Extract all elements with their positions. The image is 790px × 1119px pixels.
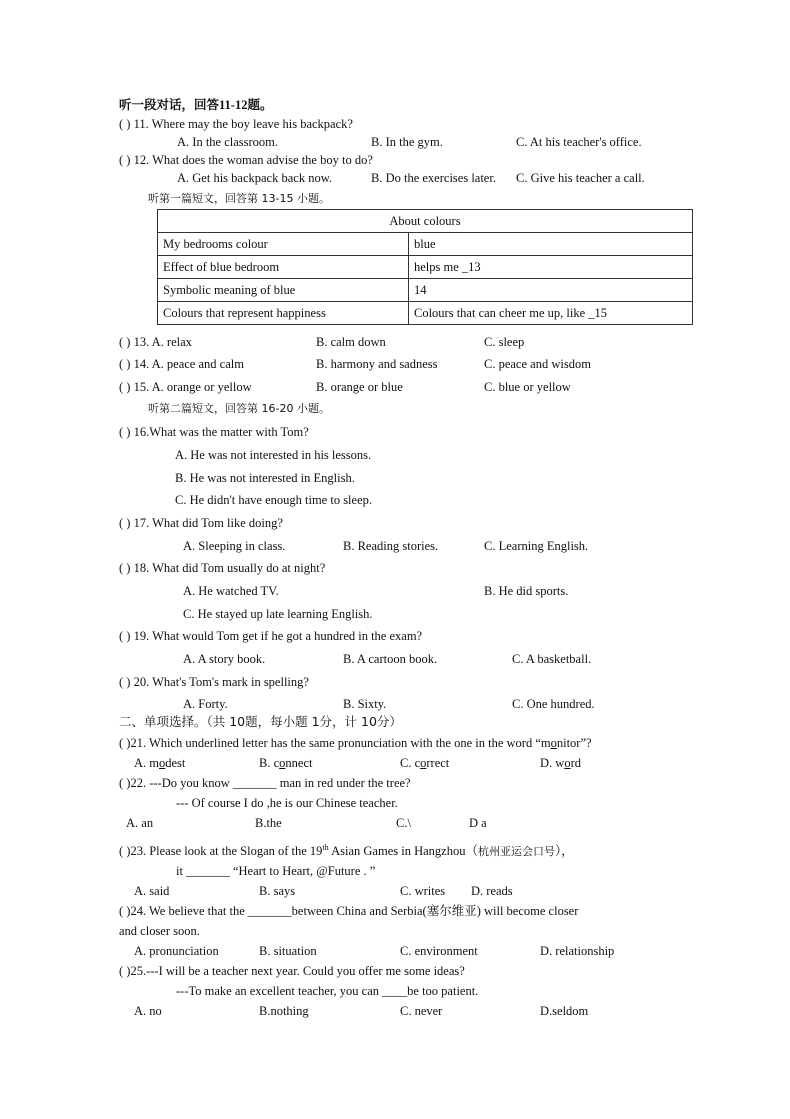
q16-option-c: C. He didn't have enough time to sleep. [175, 493, 373, 507]
q23-option-d: D. reads [471, 884, 513, 898]
q24-line-2: and closer soon. [119, 924, 200, 938]
q23-option-a: A. said [134, 884, 170, 898]
q21-option-a: A. modest [134, 756, 186, 770]
q13-option-c: C. sleep [484, 335, 525, 349]
table-cell: Colours that can cheer me up, like _15 [409, 302, 693, 325]
q13-option-b: B. calm down [316, 335, 386, 349]
q23-line-2: it _______ “Heart to Heart, @Future . ” [176, 864, 376, 878]
q22-option-d: D a [469, 816, 487, 830]
q11-option-a: A. In the classroom. [177, 135, 279, 149]
passage2-instruction: 听第二篇短文，回答第 16-20 小题。 [148, 402, 330, 415]
q17-option-b: B. Reading stories. [343, 539, 439, 553]
table-row [158, 256, 693, 279]
q15-option-c: C. blue or yellow [484, 380, 571, 394]
question-14: ( ) 14. A. peace and calm [119, 357, 244, 371]
question-23: ( )23. Please look at the Slogan of the 19th Asian Games in Hangzhou（杭州亚运会口号）， [119, 842, 574, 858]
question-11: ( ) 11. Where may the boy leave his backpack? [119, 117, 353, 131]
q25-option-b: B.nothing [259, 1004, 309, 1018]
table-cell: blue [409, 233, 693, 256]
table-title: About colours [158, 210, 693, 233]
q12-option-c: C. Give his teacher a call. [516, 171, 645, 185]
question-16: ( ) 16.What was the matter with Tom? [119, 425, 309, 439]
q11-option-c: C. At his teacher's office. [516, 135, 642, 149]
table-cell: Effect of blue bedroom [158, 256, 409, 279]
q15-option-b: B. orange or blue [316, 380, 403, 394]
q19-option-c: C. A basketball. [512, 652, 592, 666]
question-12: ( ) 12. What does the woman advise the boy to do? [119, 153, 373, 167]
q25-option-d: D.seldom [540, 1004, 589, 1018]
q19-option-a: A. A story book. [183, 652, 266, 666]
q22-option-b: B.the [255, 816, 282, 830]
table-cell: Symbolic meaning of blue [158, 279, 409, 302]
question-13: ( ) 13. A. relax [119, 335, 192, 349]
question-19: ( ) 19. What would Tom get if he got a hundred in the exam? [119, 629, 423, 643]
question-21: ( )21. Which underlined letter has the same pronunciation with the one in the word “monitor”? [119, 736, 592, 750]
q20-option-a: A. Forty. [183, 697, 228, 711]
q12-option-b: B. Do the exercises later. [371, 171, 496, 185]
table-cell: helps me _13 [409, 256, 693, 279]
question-18: ( ) 18. What did Tom usually do at night? [119, 561, 326, 575]
table-cell: Colours that represent happiness [158, 302, 409, 325]
question-20: ( ) 20. What's Tom's mark in spelling? [119, 675, 309, 689]
q16-option-b: B. He was not interested in English. [175, 471, 355, 485]
question-24: ( )24. We believe that the _______between China and Serbia(塞尔维亚) will become closer [119, 904, 579, 918]
dialogue-instruction: 听一段对话，回答11-12题。 [119, 98, 273, 112]
q24-option-a: A. pronunciation [134, 944, 219, 958]
q17-option-a: A. Sleeping in class. [183, 539, 286, 553]
q24-option-c: C. environment [400, 944, 478, 958]
q25-option-c: C. never [400, 1004, 443, 1018]
passage1-instruction: 听第一篇短文，回答第 13-15 小题。 [148, 192, 330, 205]
table-row [158, 302, 693, 325]
q25-option-a: A. no [134, 1004, 162, 1018]
q24-option-d: D. relationship [540, 944, 615, 958]
q18-option-b: B. He did sports. [484, 584, 569, 598]
table-cell: My bedrooms colour [158, 233, 409, 256]
q14-option-c: C. peace and wisdom [484, 357, 591, 371]
q17-option-c: C. Learning English. [484, 539, 589, 553]
q12-option-a: A. Get his backpack back now. [177, 171, 333, 185]
q21-option-b: B. connect [259, 756, 313, 770]
q19-option-b: B. A cartoon book. [343, 652, 438, 666]
section-2-heading: 二、单项选择。（共 10题，每小题 1分，计 10分） [119, 714, 402, 729]
q21-option-d: D. word [540, 756, 581, 770]
q21-option-c: C. correct [400, 756, 450, 770]
question-25: ( )25.---I will be a teacher next year. Could you offer me some ideas? [119, 964, 465, 978]
q20-option-b: B. Sixty. [343, 697, 387, 711]
q22-option-a: A. an [126, 816, 154, 830]
colours-table [157, 209, 693, 325]
q25-reply: ---To make an excellent teacher, you can ____be too patient. [176, 984, 479, 998]
q23-option-b: B. says [259, 884, 296, 898]
q18-option-a: A. He watched TV. [183, 584, 279, 598]
table-row [158, 233, 693, 256]
q18-option-c: C. He stayed up late learning English. [183, 607, 373, 621]
q11-option-b: B. In the gym. [371, 135, 443, 149]
question-15: ( ) 15. A. orange or yellow [119, 380, 252, 394]
q20-option-c: C. One hundred. [512, 697, 595, 711]
q16-option-a: A. He was not interested in his lessons. [175, 448, 372, 462]
q22-option-c: C.\ [396, 816, 411, 830]
table-row [158, 279, 693, 302]
question-17: ( ) 17. What did Tom like doing? [119, 516, 283, 530]
table-cell: 14 [409, 279, 693, 302]
q23-option-c: C. writes [400, 884, 446, 898]
q22-reply: --- Of course I do ,he is our Chinese teacher. [176, 796, 398, 810]
question-22: ( )22. ---Do you know _______ man in red under the tree? [119, 776, 411, 790]
q14-option-b: B. harmony and sadness [316, 357, 438, 371]
q24-option-b: B. situation [259, 944, 317, 958]
